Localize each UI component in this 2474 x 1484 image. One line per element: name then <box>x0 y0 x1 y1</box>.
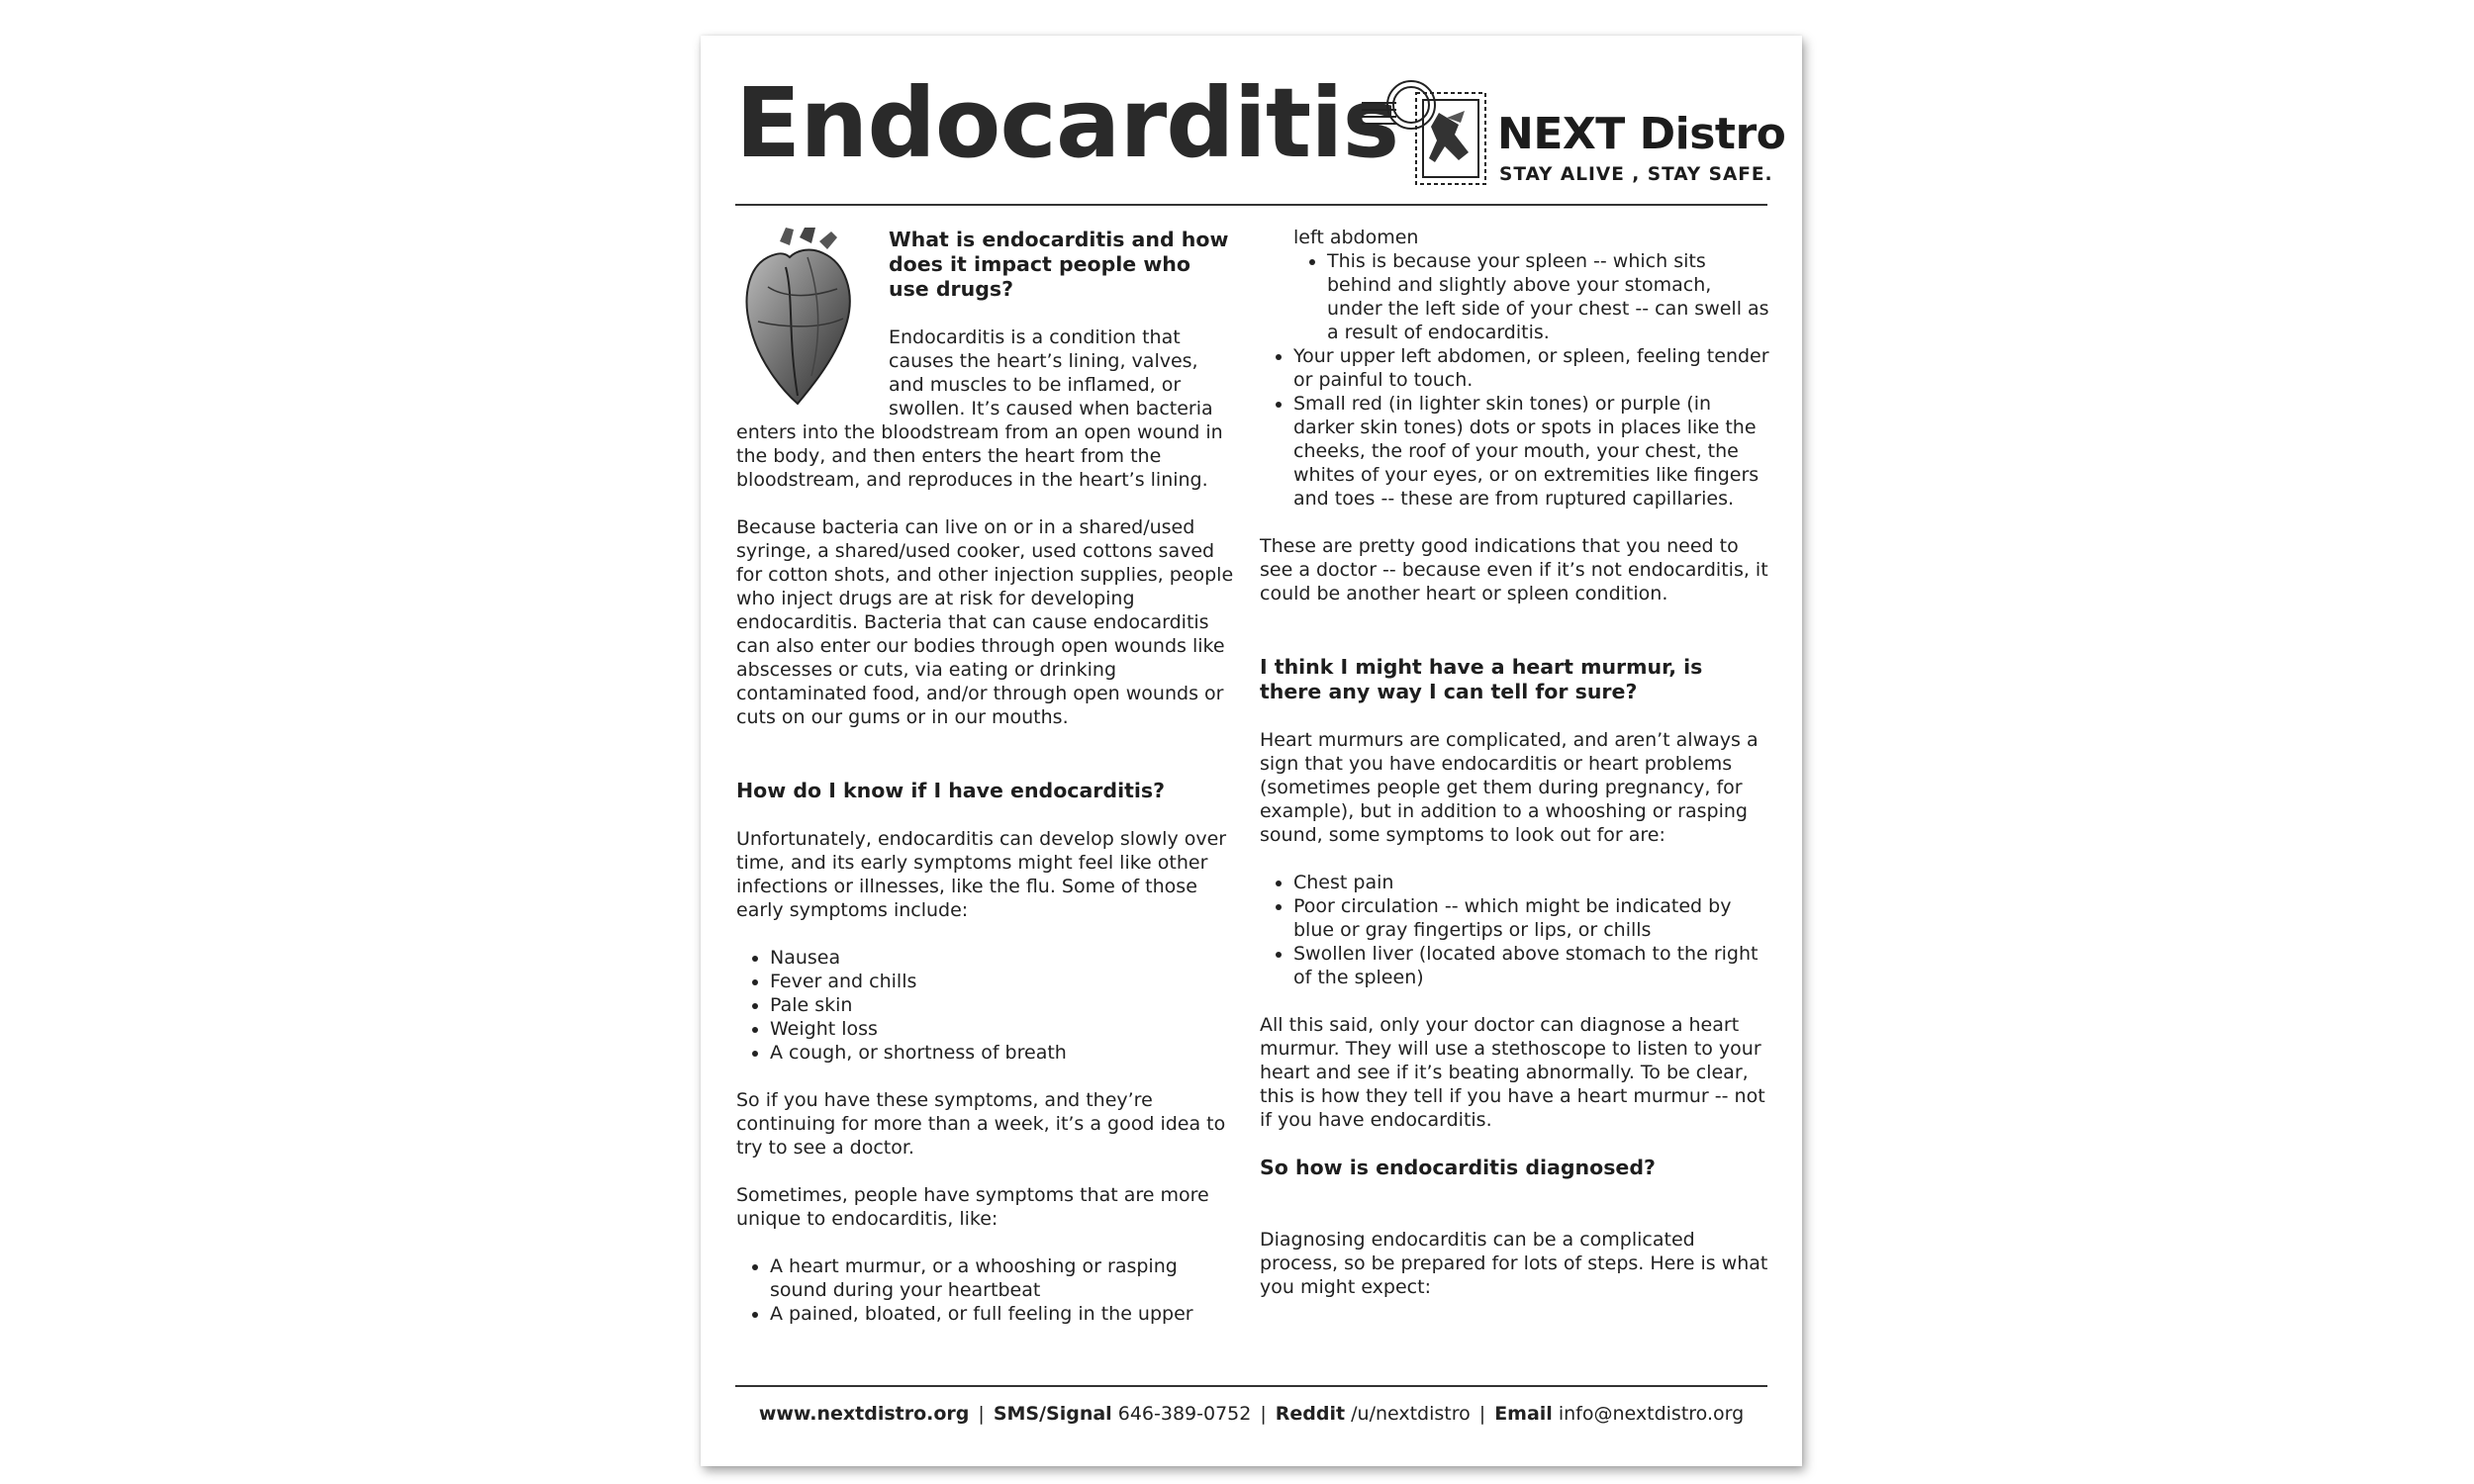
section-heading-heart-murmur: I think I might have a heart murmur, is there any way I can tell for sure? <box>1260 655 1703 703</box>
list-item: • A pained, bloated, or full feeling in the upper <box>770 1302 1236 1326</box>
right-column <box>1260 226 1769 1299</box>
paragraph: Because bacteria can live on or in a shared/used syringe, a shared/used cooker, used cottons saved for cotton shots, and other injection supplies, people who inject drugs are at risk for developing endocarditis. Bacteria that can cause endocarditis can also enter our bodies through open wounds like abscesses or cuts, via eating or drinking contaminated food, and/or through open wounds or cuts on our gums or in our mouths. <box>736 516 1234 728</box>
footer-divider <box>735 1385 1767 1387</box>
unique-symptoms-list <box>736 1254 1236 1326</box>
postage-stamp-logo-icon <box>1362 73 1495 202</box>
footer-separator: | <box>1260 1403 1267 1425</box>
symptom-list-continued <box>1260 344 1769 510</box>
paragraph: These are pretty good indications that you need to see a doctor -- because even if it’s not endocarditis, it could be another heart or spleen condition. <box>1260 535 1768 604</box>
paragraph: Sometimes, people have symptoms that are more unique to endocarditis, like: <box>736 1184 1209 1230</box>
footer-email-label: Email <box>1494 1403 1553 1425</box>
murmur-symptoms-list <box>1260 871 1769 989</box>
paragraph: So if you have these symptoms, and they’re continuing for more than a week, it’s a good idea to try to see a doctor. <box>736 1089 1226 1159</box>
footer-contact <box>701 1403 1802 1425</box>
paragraph: Diagnosing endocarditis can be a complicated process, so be prepared for lots of steps. Here is what you might expect: <box>1260 1229 1768 1298</box>
page-title: Endocarditis <box>735 67 1399 179</box>
paragraph: Heart murmurs are complicated, and aren’t always a sign that you have endocarditis or heart problems (sometimes people get them during pregnancy, for example), but in addition to a whooshing or rasping sound, some symptoms to look out for are: <box>1260 729 1759 846</box>
paragraph: Unfortunately, endocarditis can develop slowly over time, and its early symptoms might feel like other infections or illnesses, like the flu. Some of those early symptoms include: <box>736 828 1227 921</box>
footer-sms-value: 646-389-0752 <box>1117 1403 1252 1425</box>
header-divider <box>735 204 1767 206</box>
footer-email-value: info@nextdistro.org <box>1558 1403 1745 1425</box>
list-item: • Pale skin <box>770 993 1236 1017</box>
next-distro-logo <box>1362 73 1786 202</box>
list-item: • Chest pain <box>1293 871 1769 894</box>
list-item: • A heart murmur, or a whooshing or rasping sound during your heartbeat <box>770 1254 1236 1302</box>
list-item: • Small red (in lighter skin tones) or purple (in darker skin tones) dots or spots in places like the cheeks, the roof of your mouth, your chest, the whites of your eyes, or on extremities like fingers and toes -- these are from ruptured capillaries. <box>1293 392 1769 510</box>
section-heading-how-know: How do I know if I have endocarditis? <box>736 779 1166 802</box>
footer-reddit-value: /u/nextdistro <box>1351 1403 1471 1425</box>
list-item: • This is because your spleen -- which sits behind and slightly above your stomach, under the left side of your chest -- can swell as a result of endocarditis. <box>1327 249 1769 344</box>
list-item: • A cough, or shortness of breath <box>770 1041 1236 1065</box>
footer-separator: | <box>1478 1403 1486 1425</box>
document-page <box>701 36 1802 1466</box>
paragraph: Endocarditis is a condition that causes the heart’s lining, valves, and muscles to be inflamed, or swollen. It’s caused when bacteria enters into the bloodstream from an open wound in the body, and then enters the heart from the bloodstream, and reproduces in the heart’s lining. <box>736 326 1223 491</box>
spleen-sub-list <box>1260 249 1769 344</box>
paragraph: All this said, only your doctor can diagnose a heart murmur. They will use a stethoscope to listen to your heart and see if it’s beating abnormally. To be clear, this is how they tell if you have a heart murmur -- not if you have endocarditis. <box>1260 1014 1765 1131</box>
section-heading-diagnosed: So how is endocarditis diagnosed? <box>1260 1156 1656 1179</box>
early-symptoms-list <box>736 946 1236 1065</box>
section-heading-what-is: What is endocarditis and how does it impact people who use drugs? <box>889 228 1229 301</box>
logo-name: NEXT Distro <box>1497 109 1786 159</box>
left-column <box>736 228 1236 1326</box>
logo-tagline: STAY ALIVE , STAY SAFE. <box>1499 164 1773 185</box>
footer-reddit-label: Reddit <box>1275 1403 1346 1425</box>
list-item: • Fever and chills <box>770 970 1236 993</box>
footer-separator: | <box>978 1403 985 1425</box>
list-item: • Nausea <box>770 946 1236 970</box>
continued-text: left abdomen <box>1293 227 1419 248</box>
list-item: • Your upper left abdomen, or spleen, feeling tender or painful to touch. <box>1293 344 1769 392</box>
footer-website-link[interactable]: www.nextdistro.org <box>758 1403 970 1425</box>
list-item: • Swollen liver (located above stomach to the right of the spleen) <box>1293 942 1769 989</box>
list-item: • Weight loss <box>770 1017 1236 1041</box>
list-item: • Poor circulation -- which might be indicated by blue or gray fingertips or lips, or chills <box>1293 894 1769 942</box>
anatomical-heart-icon <box>728 228 877 406</box>
footer-sms-label: SMS/Signal <box>993 1403 1112 1425</box>
